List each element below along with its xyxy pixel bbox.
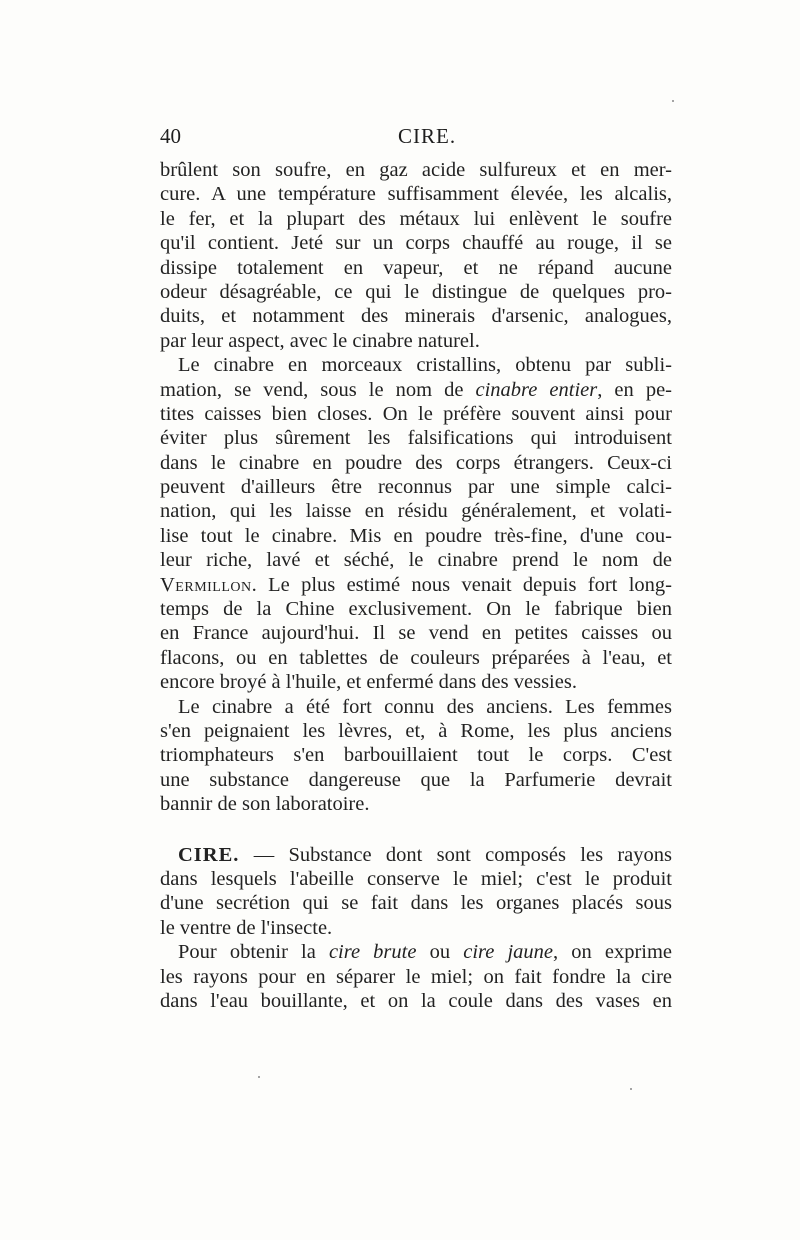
text-line: qu'il contient. Jeté sur un corps chauffé au rouge, il se <box>160 232 672 255</box>
text-line: d'une secrétion qui se fait dans les organes placés sous <box>160 892 672 915</box>
text-line: le ventre de l'insecte. <box>160 916 333 939</box>
entry-headword: CIRE. <box>178 843 240 866</box>
text-line: nation, qui les laisse en résidu généralement, et volati- <box>160 500 672 523</box>
text-line <box>160 573 672 597</box>
text-line: brûlent son soufre, en gaz acide sulfureux et en mer- <box>160 159 672 181</box>
text-run: Pour obtenir la <box>178 941 329 964</box>
running-title: CIRE. <box>398 124 457 148</box>
text-run: , en pe- <box>597 378 672 401</box>
text-line: Le cinabre en morceaux cristallins, obtenu par subli- <box>178 354 672 377</box>
text-line: dans le cinabre en poudre des corps étrangers. Ceux-ci <box>160 451 672 474</box>
italic-term: cire brute <box>328 941 417 964</box>
text-line: duits, et notamment des minerais d'arsenic, analogues, <box>160 305 672 328</box>
page-header <box>160 124 670 154</box>
text-line: lise tout le cinabre. Mis en poudre très-fine, d'une cou- <box>160 524 672 547</box>
page-number: 40 <box>160 124 181 148</box>
text-run: ou <box>416 941 464 964</box>
text-line: triomphateurs s'en barbouillaient tout le corps. C'est <box>160 744 672 767</box>
text-line: dans lesquels l'abeille conserve le miel; c'est le produit <box>160 867 672 890</box>
entry-cire <box>160 843 672 941</box>
print-speck <box>258 1076 260 1078</box>
text-line: le fer, et la plupart des métaux lui enlèvent le soufre <box>160 207 672 230</box>
text-line: leur riche, lavé et séché, le cinabre prend le nom de <box>160 549 672 572</box>
italic-term: cire jaune <box>463 941 553 964</box>
text-line: en France aujourd'hui. Il se vend en petites caisses ou <box>160 622 672 645</box>
paragraph-cinabre-entier <box>160 353 672 694</box>
paragraph-sulfur <box>160 158 672 353</box>
text-run: , on exprime <box>553 941 673 964</box>
text-line: dissipe totalement en vapeur, et ne répand aucune <box>160 256 672 279</box>
text-line: cure. A une température suffisamment élevée, les alcalis, <box>160 183 672 206</box>
text-run: mation, se vend, sous le nom de <box>160 378 476 401</box>
text-line: dans l'eau bouillante, et on la coule dans des vases en <box>160 989 672 1012</box>
text-run: . Le plus estimé nous venait depuis fort long- <box>251 573 672 596</box>
text-line: Le cinabre a été fort connu des anciens. Les femmes <box>178 695 672 718</box>
text-line: flacons, ou en tablettes de couleurs préparées à l'eau, et <box>160 646 672 669</box>
text-line: peuvent d'ailleurs être reconnus par une simple calci- <box>160 476 672 499</box>
text-run: — Substance dont sont composés les rayons <box>239 843 672 866</box>
text-line <box>160 940 672 964</box>
print-speck <box>672 100 674 102</box>
smallcaps-term: Vermillon <box>160 573 252 596</box>
text-line: tites caisses bien closes. On le préfère souvent ainsi pour <box>160 402 672 425</box>
paragraph-cire-brute <box>160 940 672 1013</box>
text-line: éviter plus sûrement les falsifications qui introduisent <box>160 427 672 450</box>
text-line: odeur désagréable, ce qui le distingue de quelques pro- <box>160 280 672 303</box>
text-line: une substance dangereuse que la Parfumerie devrait <box>160 768 672 791</box>
section-gap <box>160 817 672 843</box>
text-line: encore broyé à l'huile, et enfermé dans des vessies. <box>160 671 577 694</box>
text-line: par leur aspect, avec le cinabre naturel. <box>160 329 480 352</box>
text-line: bannir de son laboratoire. <box>160 793 370 816</box>
text-line: les rayons pour en séparer le miel; on fait fondre la cire <box>160 965 672 988</box>
text-line <box>160 378 672 402</box>
text-line: s'en peignaient les lèvres, et, à Rome, les plus anciens <box>160 719 672 742</box>
text-line: temps de la Chine exclusivement. On le fabrique bien <box>160 598 672 621</box>
body-text <box>160 158 672 1013</box>
italic-term: cinabre entier <box>475 378 598 401</box>
text-line <box>160 843 672 867</box>
paragraph-anciens <box>160 695 672 817</box>
print-speck <box>630 1088 632 1090</box>
